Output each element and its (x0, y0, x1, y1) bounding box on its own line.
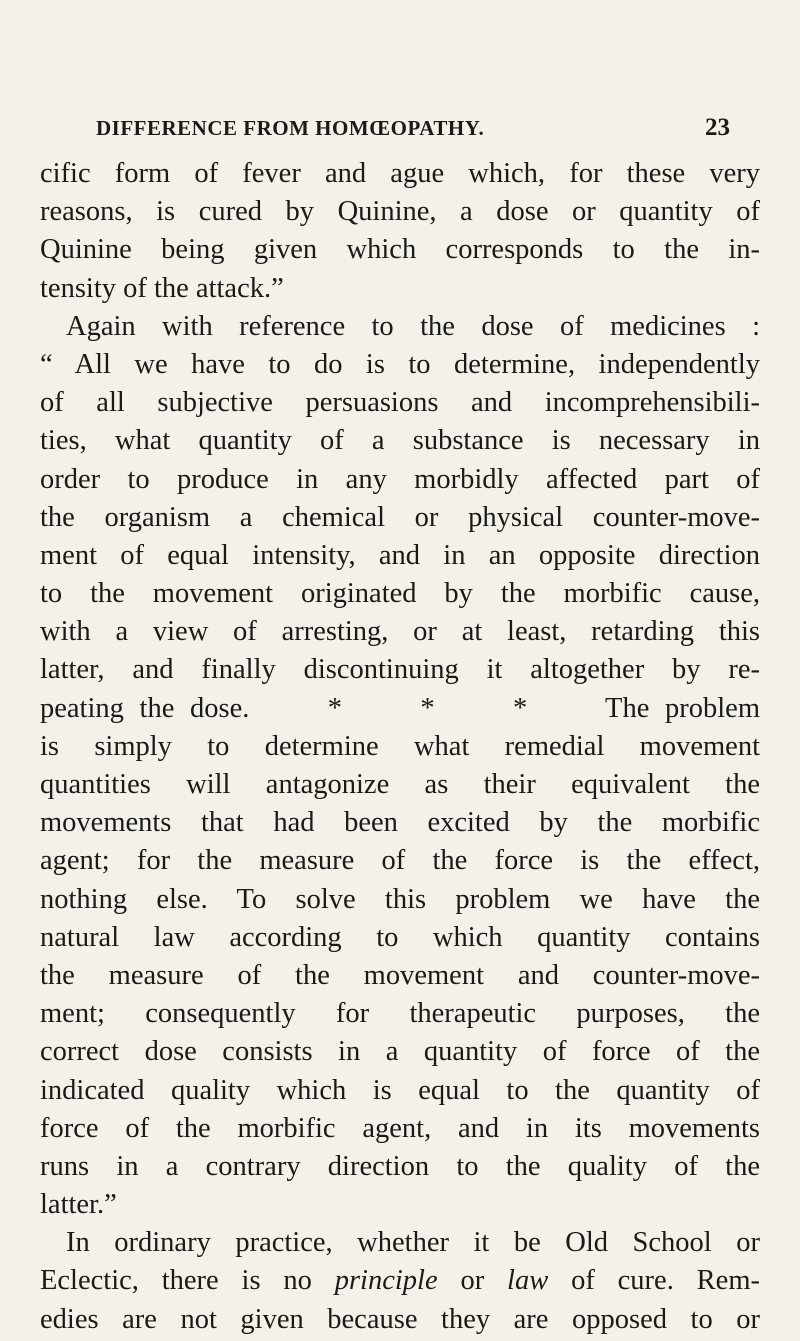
text-line: latter, and finally discontinuing it altogether by re- (40, 654, 760, 686)
text-line: edies are not given because they are opposed to or (40, 1303, 760, 1335)
text-line: is simply to determine what remedial movement (40, 730, 760, 762)
text-line: tensity of the attack.” (40, 272, 284, 304)
text-fragment: Eclectic, there is no (40, 1265, 335, 1297)
text-line: the organism a chemical or physical counter-move- (40, 501, 760, 533)
chapter-title: DIFFERENCE FROM HOMŒOPATHY. (96, 116, 485, 140)
text-line: natural law according to which quantity contains (40, 921, 760, 953)
text-line: ment; consequently for therapeutic purposes, the (40, 998, 760, 1030)
italic-word-principle: principle (334, 1265, 438, 1297)
text-line: correct dose consists in a quantity of force of the (40, 1036, 760, 1068)
text-line: reasons, is cured by Quinine, a dose or quantity of (40, 196, 760, 228)
text-line: ment of equal intensity, and in an opposite direction (40, 539, 760, 571)
text-fragment: or (437, 1265, 508, 1297)
text-line: peating the dose. * * * The problem (40, 692, 760, 724)
text-line: runs in a contrary direction to the quality of the (40, 1150, 760, 1182)
text-line: latter.” (40, 1189, 117, 1221)
text-line: ties, what quantity of a substance is necessary in (40, 425, 760, 457)
text-line: to the movement originated by the morbific cause, (40, 578, 760, 610)
text-line: indicated quality which is equal to the quantity of (40, 1074, 760, 1106)
italic-word-law: law (507, 1265, 549, 1297)
text-line: quantities will antagonize as their equivalent the (40, 769, 760, 800)
text-line: Quinine being given which corresponds to the in- (40, 234, 760, 266)
text-line (40, 1224, 760, 1262)
body-text (40, 155, 760, 1339)
text-line: Again with reference to the dose of medicines : (66, 310, 760, 342)
text-line: of all subjective persuasions and incomprehensibili- (40, 387, 760, 419)
text-fragment: In ordinary practice, whether it be Old School or (66, 1227, 760, 1259)
text-line: “ All we have to do is to determine, independently (40, 348, 760, 380)
text-line: movements that had been excited by the morbific (40, 807, 760, 839)
text-line: the measure of the movement and counter-move- (40, 959, 760, 991)
page-number: 23 (705, 114, 730, 141)
text-line: with a view of arresting, or at least, retarding this (40, 616, 760, 648)
text-fragment: of cure. Rem- (548, 1265, 760, 1297)
text-line: order to produce in any morbidly affected part of (40, 463, 760, 495)
text-line (40, 1262, 760, 1300)
text-line: force of the morbific agent, and in its movements (40, 1112, 760, 1144)
text-line: cific form of fever and ague which, for these very (40, 158, 760, 189)
running-head (96, 114, 730, 148)
text-line: nothing else. To solve this problem we have the (40, 883, 760, 915)
text-line: agent; for the measure of the force is the effect, (40, 845, 760, 877)
